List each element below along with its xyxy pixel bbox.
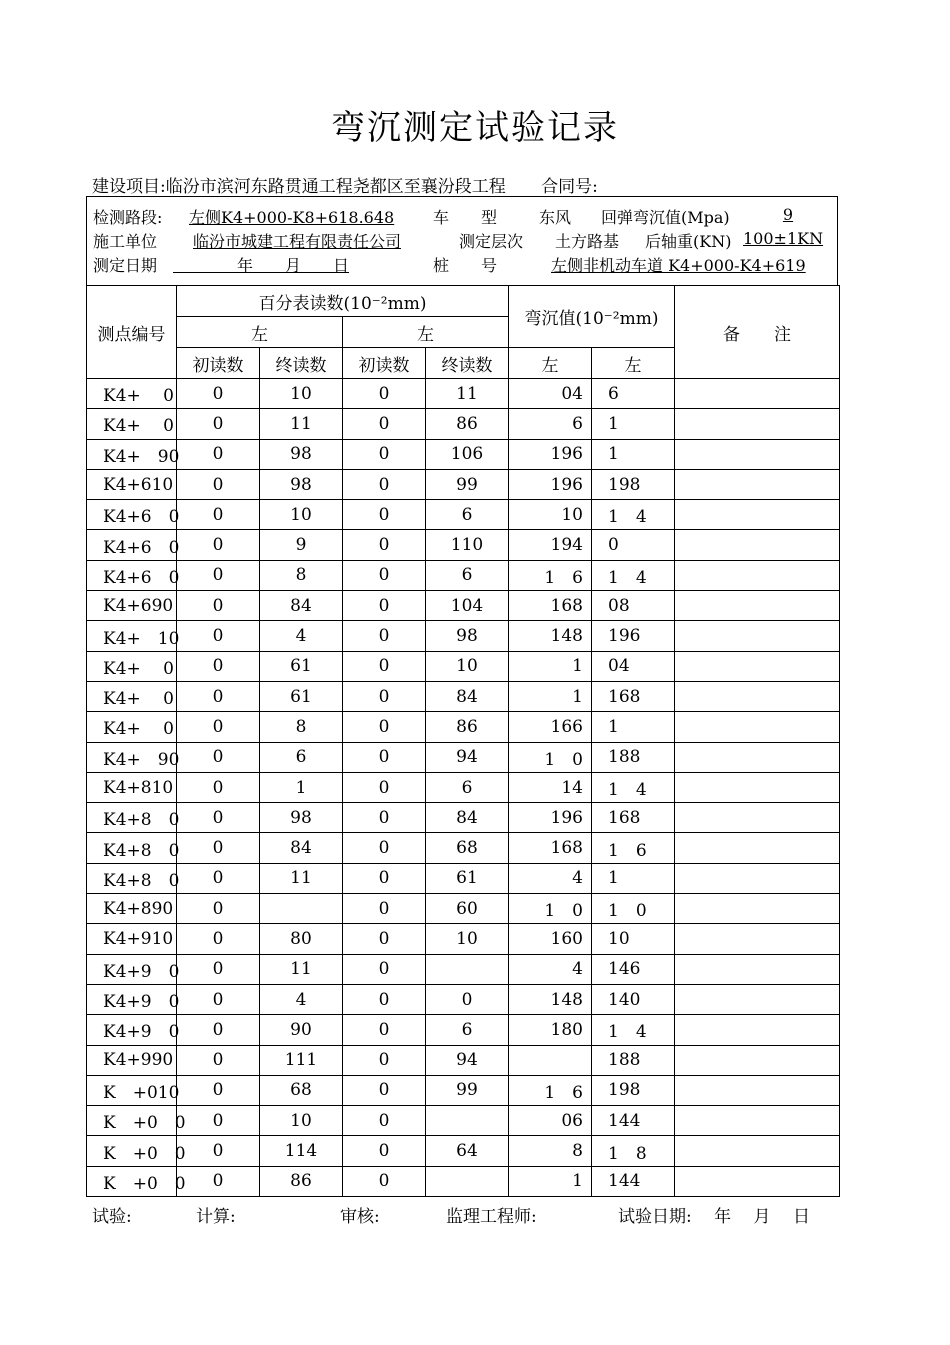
remark-cell (675, 772, 840, 802)
deflection-right-cell: 144 (592, 1106, 675, 1136)
final-2-cell: 6 (426, 560, 509, 590)
initial-2-cell: 0 (343, 469, 426, 499)
initial-2-cell: 0 (343, 742, 426, 772)
deflection-right-cell: 188 (592, 742, 675, 772)
point-cell: K4+9 0 (87, 984, 177, 1014)
point-cell: K4+ 0 (87, 681, 177, 711)
initial-1-cell: 0 (177, 530, 260, 560)
final-2-cell: 64 (426, 1136, 509, 1166)
deflection-right-cell: 198 (592, 1075, 675, 1105)
initial-2-cell: 0 (343, 621, 426, 651)
contract-label: 合同号: (541, 177, 598, 197)
initial-1-cell: 0 (177, 651, 260, 681)
header-point: 测点编号 (87, 286, 177, 379)
deflection-left-cell: 1 0 (509, 742, 592, 772)
initial-2-cell: 0 (343, 712, 426, 742)
point-cell: K +0 0 (87, 1136, 177, 1166)
final-1-cell: 80 (260, 924, 343, 954)
point-cell: K4+990 (87, 1045, 177, 1075)
deflection-right-cell: 1 (592, 409, 675, 439)
final-2-cell: 84 (426, 803, 509, 833)
initial-2-cell: 0 (343, 409, 426, 439)
table-row (87, 469, 840, 499)
point-cell: K4+ 90 (87, 742, 177, 772)
deflection-left-cell: 1 (509, 1166, 592, 1196)
table-row (87, 833, 840, 863)
final-1-cell: 98 (260, 439, 343, 469)
final-2-cell: 6 (426, 772, 509, 802)
header-left-2: 左 (343, 317, 509, 348)
remark-cell (675, 1106, 840, 1136)
deflection-left-cell: 1 (509, 651, 592, 681)
contractor-label: 施工单位 (93, 232, 158, 251)
final-1-cell: 4 (260, 984, 343, 1014)
initial-1-cell: 0 (177, 1015, 260, 1045)
axle-label: 后轴重(KN) (645, 232, 732, 251)
point-cell: K +010 (87, 1075, 177, 1105)
final-2-cell: 6 (426, 500, 509, 530)
initial-1-cell: 0 (177, 712, 260, 742)
initial-1-cell: 0 (177, 681, 260, 711)
initial-2-cell: 0 (343, 530, 426, 560)
deflection-left-cell: 166 (509, 712, 592, 742)
initial-2-cell: 0 (343, 500, 426, 530)
vehicle-value: 东风 (539, 208, 572, 227)
table-row (87, 984, 840, 1014)
deflection-right-cell: 168 (592, 681, 675, 711)
remark-cell (675, 833, 840, 863)
deflection-right-cell: 08 (592, 591, 675, 621)
final-2-cell: 10 (426, 651, 509, 681)
final-1-cell: 4 (260, 621, 343, 651)
deflection-left-cell: 148 (509, 984, 592, 1014)
table-row (87, 500, 840, 530)
remark-cell (675, 1045, 840, 1075)
deflection-right-cell: 1 4 (592, 772, 675, 802)
table-row (87, 1166, 840, 1196)
point-cell: K4+6 0 (87, 500, 177, 530)
header-deflection: 弯沉值(10⁻²mm) (509, 286, 675, 348)
remark-cell (675, 1166, 840, 1196)
final-1-cell: 98 (260, 803, 343, 833)
final-2-cell: 98 (426, 621, 509, 651)
final-2-cell: 99 (426, 469, 509, 499)
layer-label: 测定层次 (459, 232, 524, 251)
final-1-cell (260, 894, 343, 924)
table-row (87, 1136, 840, 1166)
initial-2-cell: 0 (343, 681, 426, 711)
vehicle-label: 车 型 (433, 208, 498, 227)
header-left-4: 左 (592, 348, 675, 379)
initial-1-cell: 0 (177, 1106, 260, 1136)
initial-1-cell: 0 (177, 469, 260, 499)
project-label: 建设项目: (92, 177, 166, 197)
deflection-right-cell: 0 (592, 530, 675, 560)
remark-cell (675, 1075, 840, 1105)
deflection-left-cell: 06 (509, 1106, 592, 1136)
deflection-left-cell: 1 (509, 681, 592, 711)
initial-1-cell: 0 (177, 560, 260, 590)
table-row (87, 924, 840, 954)
initial-2-cell: 0 (343, 1075, 426, 1105)
info-box (86, 196, 838, 285)
header-initial-2: 初读数 (343, 348, 426, 379)
table-row (87, 439, 840, 469)
section-value: 左侧K4+000-K8+618.648 (189, 208, 395, 227)
initial-1-cell: 0 (177, 409, 260, 439)
page-title: 弯沉测定试验记录 (331, 108, 619, 148)
final-1-cell: 11 (260, 409, 343, 439)
deflection-left-cell: 194 (509, 530, 592, 560)
header-final-1: 终读数 (260, 348, 343, 379)
point-cell: K4+ 10 (87, 621, 177, 651)
deflection-left-cell: 04 (509, 379, 592, 409)
deflection-left-cell: 1 6 (509, 560, 592, 590)
initial-1-cell: 0 (177, 863, 260, 893)
remark-cell (675, 984, 840, 1014)
final-1-cell: 90 (260, 1015, 343, 1045)
stake-label: 桩 号 (433, 256, 498, 275)
remark-cell (675, 894, 840, 924)
final-1-cell: 61 (260, 651, 343, 681)
deflection-left-cell: 8 (509, 1136, 592, 1166)
point-cell: K4+8 0 (87, 863, 177, 893)
initial-2-cell: 0 (343, 984, 426, 1014)
date-label: 测定日期 (93, 256, 158, 275)
table-row (87, 1106, 840, 1136)
stake-value: 左侧非机动车道 K4+000-K4+619 (551, 256, 806, 275)
point-cell: K4+890 (87, 894, 177, 924)
deflection-left-cell: 14 (509, 772, 592, 802)
point-cell: K4+8 0 (87, 833, 177, 863)
deflection-left-cell: 180 (509, 1015, 592, 1045)
project-line (92, 172, 628, 197)
initial-1-cell: 0 (177, 1045, 260, 1075)
deflection-right-cell: 144 (592, 1166, 675, 1196)
remark-cell (675, 1015, 840, 1045)
deflection-left-cell: 4 (509, 954, 592, 984)
point-cell: K +0 0 (87, 1166, 177, 1196)
final-1-cell: 68 (260, 1075, 343, 1105)
deflection-left-cell: 160 (509, 924, 592, 954)
table-row (87, 742, 840, 772)
point-cell: K4+810 (87, 772, 177, 802)
remark-cell (675, 803, 840, 833)
final-2-cell: 61 (426, 863, 509, 893)
table-row (87, 712, 840, 742)
deflection-right-cell: 1 8 (592, 1136, 675, 1166)
footer-calc: 计算: (196, 1207, 236, 1227)
initial-2-cell: 0 (343, 560, 426, 590)
final-1-cell: 61 (260, 681, 343, 711)
point-cell: K4+9 0 (87, 1015, 177, 1045)
remark-cell (675, 681, 840, 711)
remark-cell (675, 651, 840, 681)
footer-test: 试验: (92, 1207, 132, 1227)
contractor-value: 临汾市城建工程有限责任公司 (193, 232, 402, 251)
deflection-right-cell: 1 4 (592, 500, 675, 530)
footer-review: 审核: (340, 1207, 380, 1227)
final-1-cell: 8 (260, 560, 343, 590)
final-1-cell: 111 (260, 1045, 343, 1075)
footer-supervisor: 监理工程师: (446, 1207, 537, 1227)
remark-cell (675, 439, 840, 469)
initial-1-cell: 0 (177, 742, 260, 772)
point-cell: K4+910 (87, 924, 177, 954)
initial-1-cell: 0 (177, 894, 260, 924)
deflection-right-cell: 196 (592, 621, 675, 651)
initial-2-cell: 0 (343, 1136, 426, 1166)
initial-1-cell: 0 (177, 1166, 260, 1196)
initial-2-cell: 0 (343, 439, 426, 469)
point-cell: K4+8 0 (87, 803, 177, 833)
initial-1-cell: 0 (177, 621, 260, 651)
final-2-cell: 106 (426, 439, 509, 469)
deflection-left-cell: 196 (509, 803, 592, 833)
final-1-cell: 11 (260, 863, 343, 893)
final-1-cell: 10 (260, 1106, 343, 1136)
initial-1-cell: 0 (177, 500, 260, 530)
initial-2-cell: 0 (343, 772, 426, 802)
initial-1-cell: 0 (177, 984, 260, 1014)
date-value: 年 月 日 (173, 256, 350, 275)
initial-1-cell: 0 (177, 591, 260, 621)
deflection-right-cell: 1 0 (592, 894, 675, 924)
header-left-3: 左 (509, 348, 592, 379)
header-left-1: 左 (177, 317, 343, 348)
deflection-right-cell: 6 (592, 379, 675, 409)
final-1-cell: 98 (260, 469, 343, 499)
initial-2-cell: 0 (343, 894, 426, 924)
final-2-cell: 86 (426, 712, 509, 742)
initial-1-cell: 0 (177, 833, 260, 863)
point-cell: K4+ 0 (87, 409, 177, 439)
initial-1-cell: 0 (177, 1075, 260, 1105)
axle-value: 100±1KN (743, 229, 824, 248)
initial-1-cell: 0 (177, 1136, 260, 1166)
deflection-right-cell: 1 (592, 863, 675, 893)
deflection-right-cell: 1 (592, 712, 675, 742)
final-1-cell: 9 (260, 530, 343, 560)
modulus-label: 回弹弯沉值(Mpa) (601, 208, 730, 227)
deflection-right-cell: 1 (592, 439, 675, 469)
deflection-left-cell: 196 (509, 469, 592, 499)
header-remark: 备 注 (675, 286, 840, 379)
remark-cell (675, 500, 840, 530)
final-2-cell: 99 (426, 1075, 509, 1105)
deflection-right-cell: 10 (592, 924, 675, 954)
final-2-cell (426, 1106, 509, 1136)
table-row (87, 772, 840, 802)
footer-test-date: 试验日期: 年 月 日 (618, 1207, 810, 1227)
deflection-right-cell: 1 4 (592, 560, 675, 590)
initial-2-cell: 0 (343, 379, 426, 409)
initial-2-cell: 0 (343, 803, 426, 833)
final-2-cell: 11 (426, 379, 509, 409)
final-2-cell: 68 (426, 833, 509, 863)
header-final-2: 终读数 (426, 348, 509, 379)
header-initial-1: 初读数 (177, 348, 260, 379)
project-value: 临汾市滨河东路贯通工程尧都区至襄汾段工程 (165, 177, 506, 197)
deflection-table (86, 285, 840, 1197)
deflection-right-cell: 168 (592, 803, 675, 833)
deflection-left-cell: 10 (509, 500, 592, 530)
initial-1-cell: 0 (177, 379, 260, 409)
final-1-cell: 8 (260, 712, 343, 742)
final-2-cell: 0 (426, 984, 509, 1014)
deflection-left-cell: 168 (509, 591, 592, 621)
point-cell: K4+6 0 (87, 530, 177, 560)
final-1-cell: 1 (260, 772, 343, 802)
deflection-left-cell: 1 0 (509, 894, 592, 924)
remark-cell (675, 591, 840, 621)
deflection-right-cell: 140 (592, 984, 675, 1014)
remark-cell (675, 469, 840, 499)
deflection-right-cell: 198 (592, 469, 675, 499)
final-1-cell: 10 (260, 379, 343, 409)
section-label: 检测路段: (93, 208, 163, 227)
table-row (87, 1075, 840, 1105)
final-2-cell: 94 (426, 742, 509, 772)
initial-2-cell: 0 (343, 591, 426, 621)
point-cell: K4+ 90 (87, 439, 177, 469)
initial-2-cell: 0 (343, 954, 426, 984)
initial-1-cell: 0 (177, 954, 260, 984)
initial-1-cell: 0 (177, 439, 260, 469)
final-2-cell: 104 (426, 591, 509, 621)
final-2-cell: 94 (426, 1045, 509, 1075)
final-1-cell: 11 (260, 954, 343, 984)
final-1-cell: 86 (260, 1166, 343, 1196)
initial-1-cell: 0 (177, 803, 260, 833)
deflection-right-cell: 146 (592, 954, 675, 984)
initial-2-cell: 0 (343, 1045, 426, 1075)
table-row (87, 409, 840, 439)
remark-cell (675, 863, 840, 893)
table-row (87, 621, 840, 651)
table-row (87, 591, 840, 621)
project-field (92, 177, 506, 197)
initial-2-cell: 0 (343, 833, 426, 863)
point-cell: K4+ 0 (87, 712, 177, 742)
final-2-cell (426, 954, 509, 984)
remark-cell (675, 924, 840, 954)
modulus-value: 9 (782, 205, 794, 224)
final-1-cell: 10 (260, 500, 343, 530)
point-cell: K4+690 (87, 591, 177, 621)
point-cell: K4+9 0 (87, 954, 177, 984)
remark-cell (675, 560, 840, 590)
deflection-left-cell: 168 (509, 833, 592, 863)
remark-cell (675, 712, 840, 742)
final-2-cell: 86 (426, 409, 509, 439)
final-1-cell: 84 (260, 833, 343, 863)
initial-2-cell: 0 (343, 1106, 426, 1136)
point-cell: K4+6 0 (87, 560, 177, 590)
final-2-cell: 6 (426, 1015, 509, 1045)
deflection-left-cell: 6 (509, 409, 592, 439)
remark-cell (675, 409, 840, 439)
table-row (87, 863, 840, 893)
deflection-left-cell (509, 1045, 592, 1075)
table-row (87, 1015, 840, 1045)
initial-2-cell: 0 (343, 651, 426, 681)
final-2-cell: 10 (426, 924, 509, 954)
header-dial: 百分表读数(10⁻²mm) (177, 286, 509, 317)
initial-1-cell: 0 (177, 924, 260, 954)
initial-2-cell: 0 (343, 863, 426, 893)
table-row (87, 954, 840, 984)
remark-cell (675, 621, 840, 651)
final-1-cell: 84 (260, 591, 343, 621)
initial-2-cell: 0 (343, 924, 426, 954)
final-2-cell (426, 1166, 509, 1196)
deflection-right-cell: 1 6 (592, 833, 675, 863)
table-row (87, 379, 840, 409)
table-row (87, 560, 840, 590)
deflection-left-cell: 1 6 (509, 1075, 592, 1105)
final-2-cell: 84 (426, 681, 509, 711)
final-2-cell: 60 (426, 894, 509, 924)
point-cell: K4+ 0 (87, 651, 177, 681)
deflection-left-cell: 4 (509, 863, 592, 893)
point-cell: K +0 0 (87, 1106, 177, 1136)
remark-cell (675, 379, 840, 409)
table-row (87, 681, 840, 711)
table-row (87, 530, 840, 560)
initial-2-cell: 0 (343, 1015, 426, 1045)
table-row (87, 803, 840, 833)
initial-1-cell: 0 (177, 772, 260, 802)
layer-value: 土方路基 (555, 232, 620, 251)
remark-cell (675, 530, 840, 560)
point-cell: K4+610 (87, 469, 177, 499)
initial-2-cell: 0 (343, 1166, 426, 1196)
final-1-cell: 114 (260, 1136, 343, 1166)
table-row (87, 894, 840, 924)
deflection-right-cell: 04 (592, 651, 675, 681)
remark-cell (675, 742, 840, 772)
final-2-cell: 110 (426, 530, 509, 560)
deflection-right-cell: 1 4 (592, 1015, 675, 1045)
remark-cell (675, 1136, 840, 1166)
deflection-left-cell: 196 (509, 439, 592, 469)
final-1-cell: 6 (260, 742, 343, 772)
table-row (87, 651, 840, 681)
table-row (87, 1045, 840, 1075)
deflection-right-cell: 188 (592, 1045, 675, 1075)
point-cell: K4+ 0 (87, 379, 177, 409)
deflection-left-cell: 148 (509, 621, 592, 651)
remark-cell (675, 954, 840, 984)
